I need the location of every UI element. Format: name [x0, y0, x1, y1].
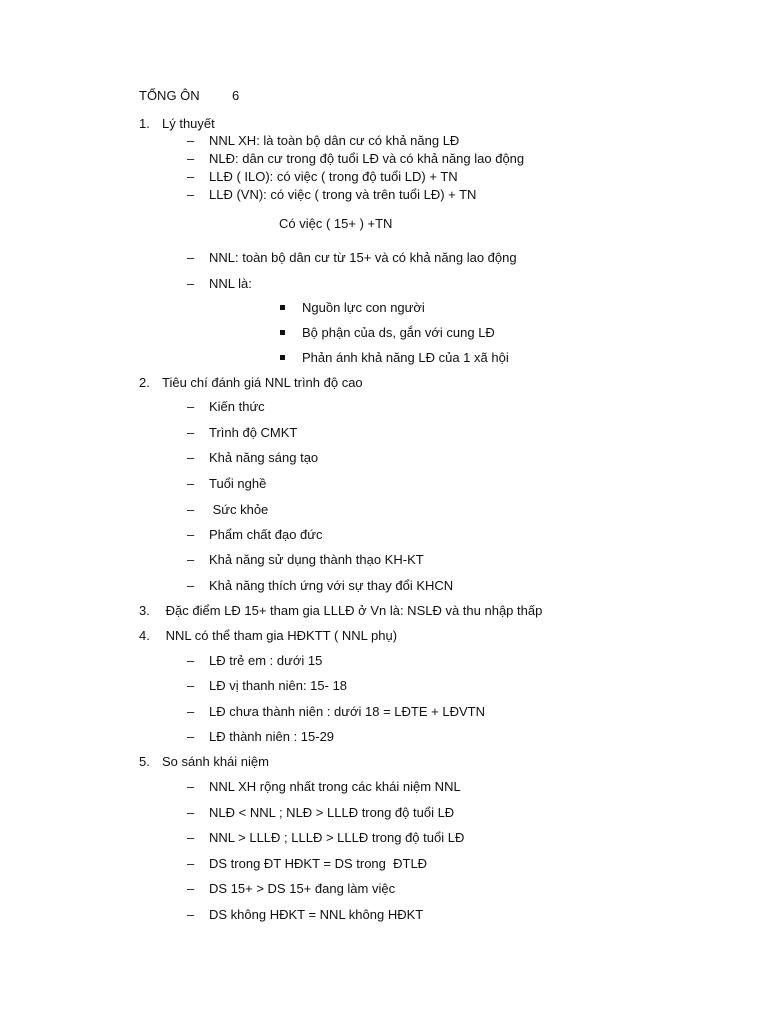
section-heading: NNL có thể tham gia HĐKTT ( NNL phụ) [162, 628, 398, 643]
dash-bullet: – [187, 151, 195, 166]
dash-bullet: – [187, 907, 195, 922]
dash-bullet: – [187, 276, 195, 291]
list-item: DS 15+ > DS 15+ đang làm việc [209, 881, 396, 896]
dash-bullet: – [187, 425, 195, 440]
dash-bullet: – [187, 552, 195, 567]
list-item: Trình độ CMKT [209, 425, 298, 440]
dash-bullet: – [187, 805, 195, 820]
dash-bullet: – [187, 653, 195, 668]
square-bullet-icon [280, 305, 285, 310]
sub-list-item: Nguồn lực con người [302, 300, 425, 315]
dash-bullet: – [187, 881, 195, 896]
square-bullet-icon [280, 355, 285, 360]
list-item: NNL XH rộng nhất trong các khái niệm NNL [209, 779, 461, 794]
list-item: LLĐ ( ILO): có việc ( trong độ tuổi LD) + TN [209, 169, 458, 184]
square-bullet-icon [280, 330, 285, 335]
list-item: DS trong ĐT HĐKT = DS trong ĐTLĐ [209, 856, 428, 871]
dash-bullet: – [187, 578, 195, 593]
dash-bullet: – [187, 527, 195, 542]
list-item: LĐ thành niên : 15-29 [209, 729, 335, 744]
dash-bullet: – [187, 399, 195, 414]
dash-bullet: – [187, 678, 195, 693]
list-item: Phẩm chất đạo đức [209, 527, 323, 542]
list-item: Khả năng thích ứng với sự thay đổi KHCN [209, 578, 454, 593]
list-item: DS không HĐKT = NNL không HĐKT [209, 907, 424, 922]
dash-bullet: – [187, 133, 195, 148]
list-item: Sức khỏe [209, 502, 269, 517]
document-title: TỔNG ÔN [139, 88, 200, 103]
dash-bullet: – [187, 450, 195, 465]
list-item: NNL XH: là toàn bộ dân cư có khả năng LĐ [209, 133, 460, 148]
list-item: Kiến thức [209, 399, 265, 414]
dash-bullet: – [187, 476, 195, 491]
list-item: NNL là: [209, 276, 252, 291]
dash-bullet: – [187, 779, 195, 794]
section-heading: Lý thuyết [162, 116, 215, 131]
dash-bullet: – [187, 856, 195, 871]
section-heading: Tiêu chí đánh giá NNL trình độ cao [162, 375, 363, 390]
list-item: LĐ chưa thành niên : dưới 18 = LĐTE + LĐVTN [209, 704, 485, 719]
list-item: NNL: toàn bộ dân cư từ 15+ và có khả năng lao động [209, 250, 517, 265]
dash-bullet: – [187, 187, 195, 202]
dash-bullet: – [187, 704, 195, 719]
title-number: 6 [232, 88, 240, 103]
section-heading: So sánh khái niệm [162, 754, 269, 769]
list-item: Khả năng sáng tạo [209, 450, 319, 465]
note-line: Có việc ( 15+ ) +TN [279, 216, 393, 231]
list-item: NLĐ: dân cư trong độ tuổi LĐ và có khả năng lao động [209, 151, 525, 166]
section-number: 1. [139, 116, 150, 131]
list-item: LĐ trẻ em : dưới 15 [209, 653, 323, 668]
list-item: NNL > LLLĐ ; LLLĐ > LLLĐ trong độ tuổi LĐ [209, 830, 465, 845]
sub-list-item: Bộ phận của ds, gắn với cung LĐ [302, 325, 495, 340]
section-number: 2. [139, 375, 150, 390]
dash-bullet: – [187, 502, 195, 517]
dash-bullet: – [187, 250, 195, 265]
section-heading: Đặc điểm LĐ 15+ tham gia LLLĐ ở Vn là: NSLĐ và thu nhập thấp [162, 603, 543, 618]
section-number: 3. [139, 603, 150, 618]
list-item: LLĐ (VN): có việc ( trong và trên tuổi LĐ) + TN [209, 187, 477, 202]
section-number: 4. [139, 628, 150, 643]
list-item: Tuổi nghề [209, 476, 267, 491]
list-item: Khả năng sử dụng thành thạo KH-KT [209, 552, 424, 567]
list-item: LĐ vị thanh niên: 15- 18 [209, 678, 348, 693]
section-number: 5. [139, 754, 150, 769]
list-item: NLĐ < NNL ; NLĐ > LLLĐ trong độ tuổi LĐ [209, 805, 455, 820]
sub-list-item: Phản ánh khả năng LĐ của 1 xã hội [302, 350, 509, 365]
dash-bullet: – [187, 729, 195, 744]
dash-bullet: – [187, 830, 195, 845]
dash-bullet: – [187, 169, 195, 184]
